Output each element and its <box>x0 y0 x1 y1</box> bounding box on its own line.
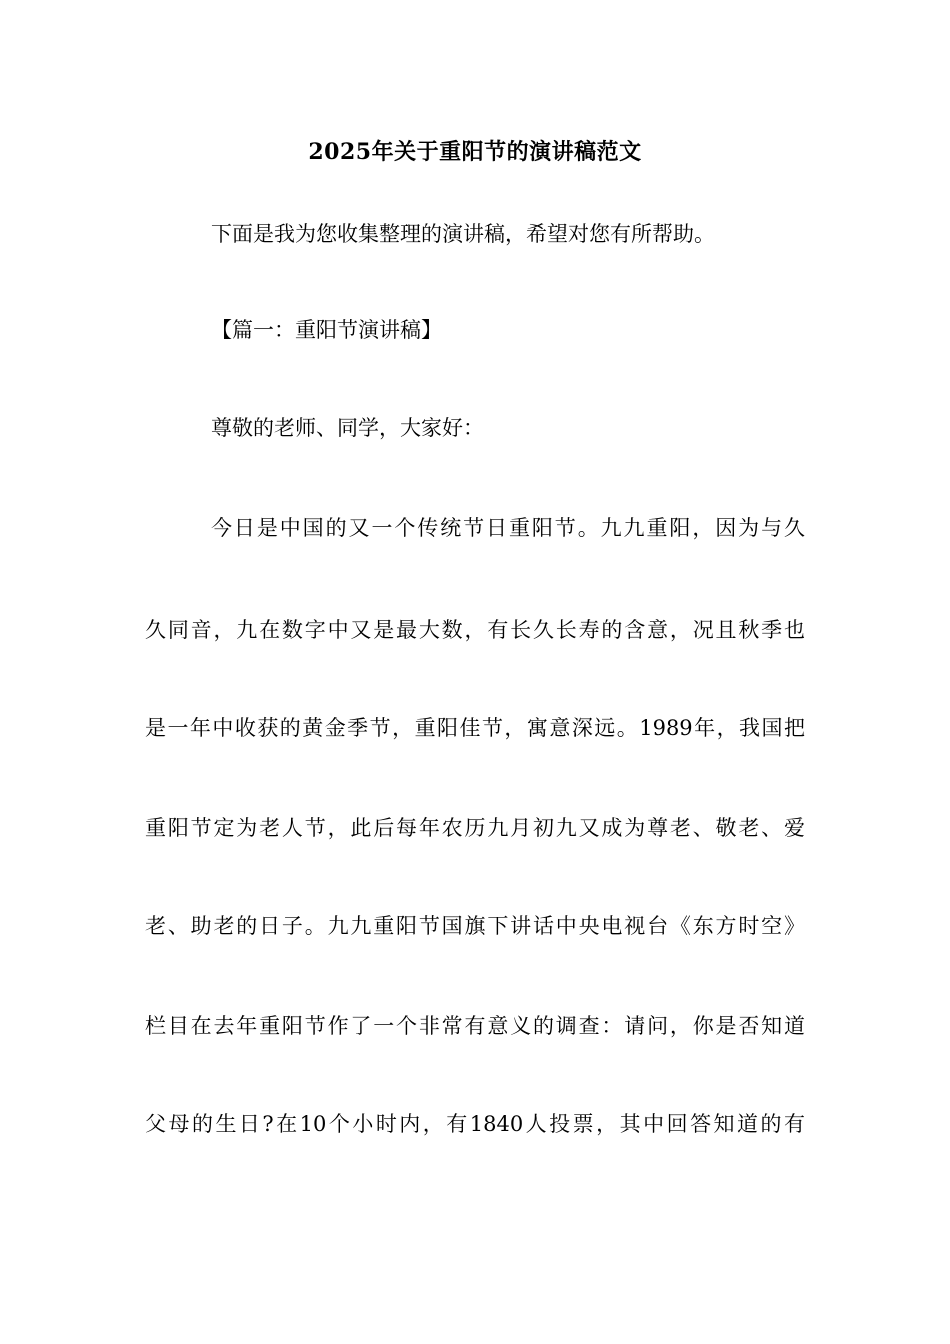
body-line-5: 老、助老的日子。九九重阳节国旗下讲话中央电视台《东方时空》 <box>145 914 805 938</box>
greeting-paragraph: 尊敬的老师、同学，大家好： <box>211 416 484 440</box>
body-line-1: 今日是中国的又一个传统节日重阳节。九九重阳，因为与久 <box>211 516 805 540</box>
intro-paragraph: 下面是我为您收集整理的演讲稿，希望对您有所帮助。 <box>211 222 715 246</box>
body-line-2: 久同音，九在数字中又是最大数，有长久长寿的含意，况且秋季也 <box>145 618 805 642</box>
body-line-6: 栏目在去年重阳节作了一个非常有意义的调查：请问，你是否知道 <box>145 1014 805 1038</box>
body-line-3: 是一年中收获的黄金季节，重阳佳节，寓意深远。1989年，我国把 <box>145 716 805 740</box>
section-heading: 【篇一：重阳节演讲稿】 <box>211 318 442 342</box>
document-title: 2025年关于重阳节的演讲稿范文 <box>308 139 642 165</box>
body-line-7: 父母的生日?在10个小时内，有1840人投票，其中回答知道的有 <box>145 1112 805 1136</box>
body-line-4: 重阳节定为老人节，此后每年农历九月初九又成为尊老、敬老、爱 <box>145 816 805 840</box>
